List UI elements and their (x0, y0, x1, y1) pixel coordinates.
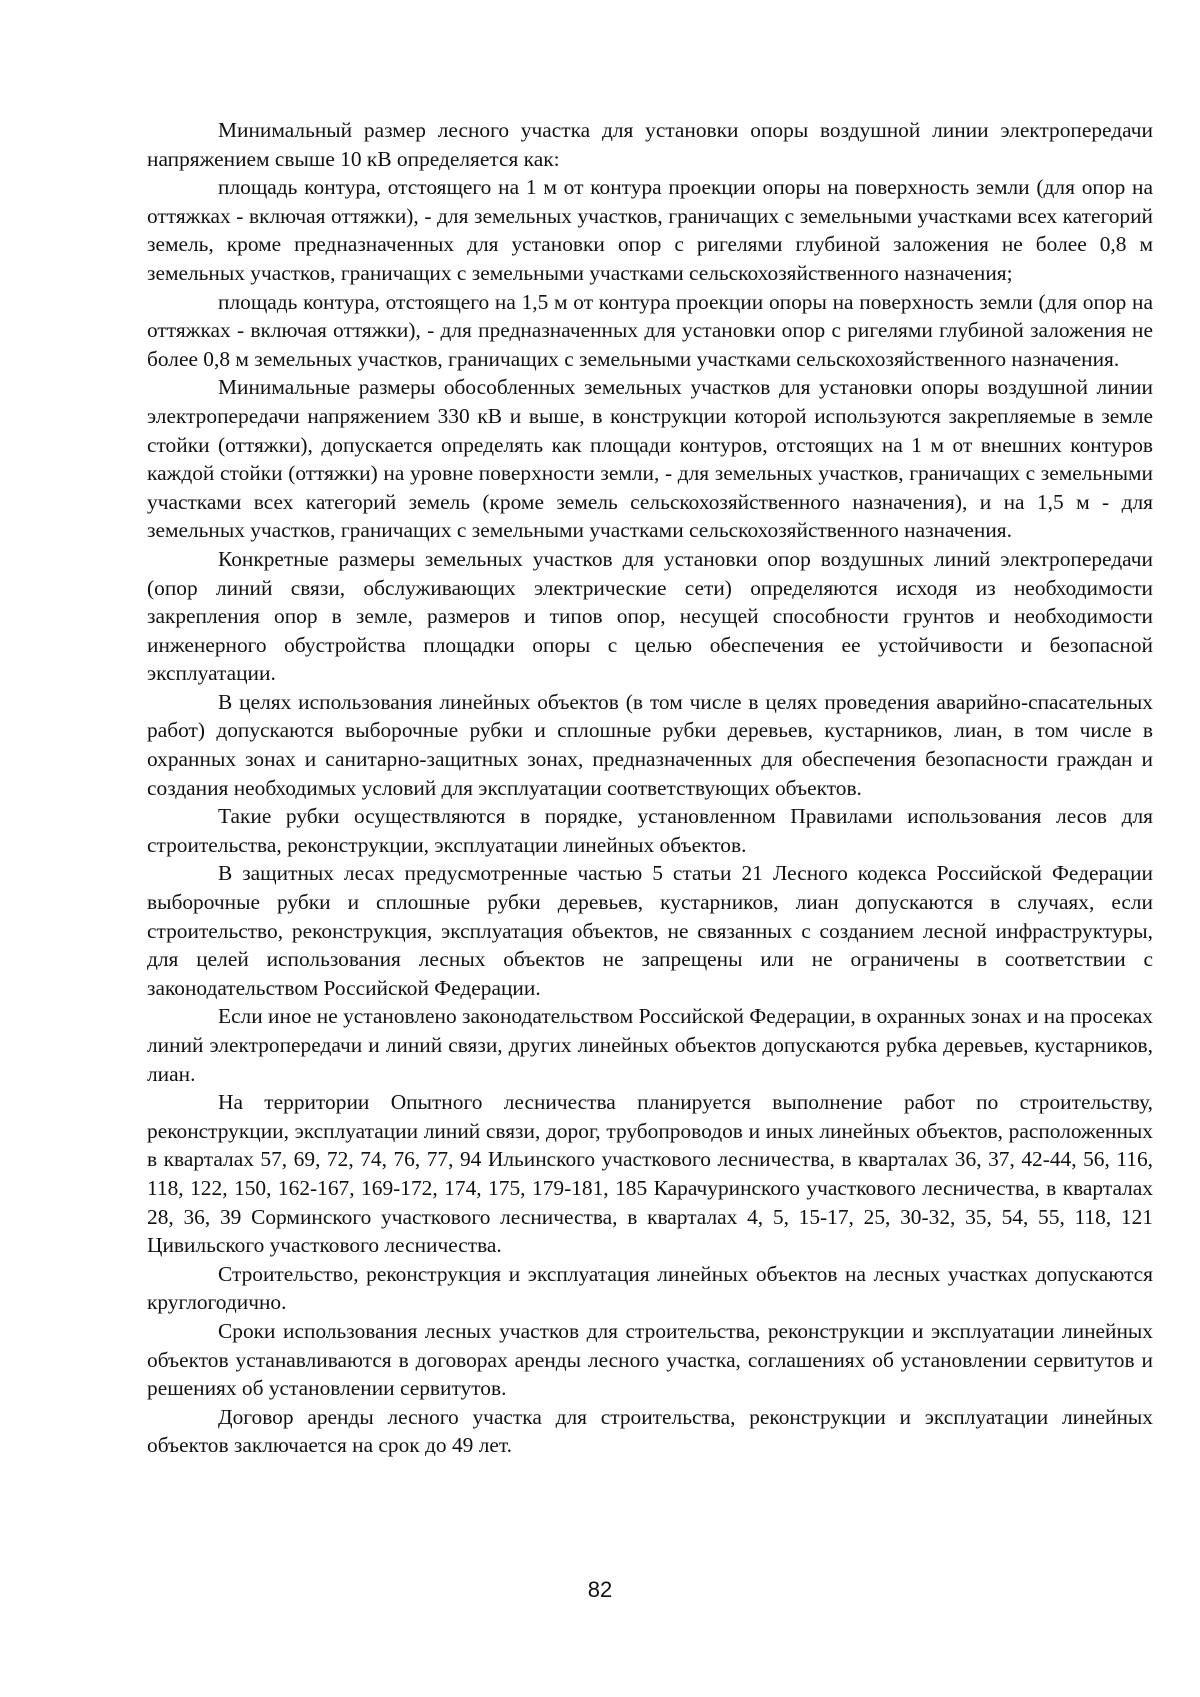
paragraph: Такие рубки осуществляются в порядке, установленном Правилами использования лесов для строительства, реконструкции, эксплуатации линейных объектов. (147, 804, 1153, 857)
paragraph: Минимальные размеры обособленных земельных участков для установки опоры воздушной линии электропередачи напряжением 330 кВ и выше, в конструкции которой используются закрепляемые в земле стойки (оттяжки), допускается определять как площади контуров, отстоящих на 1 м от внешних контуров каждой стойки (оттяжки) на уровне поверхности земли, - для земельных участков, граничащих с земельными участками всех категорий земель (кроме земель сельскохозяйственного назначения), и на 1,5 м - для земельных участков, граничащих с земельными участками сельскохозяйственного назначения. (147, 375, 1153, 543)
paragraph: Конкретные размеры земельных участков для установки опор воздушных линий электропередачи (опор линий связи, обслуживающих электрические сети) определяются исходя из необходимости закрепления опор в земле, размеров и типов опор, несущей способности грунтов и необходимости инженерного обустройства площадки опоры с целью обеспечения ее устойчивости и безопасной эксплуатации. (147, 546, 1153, 686)
paragraph: Если иное не установлено законодательством Российской Федерации, в охранных зонах и на просеках линий электропередачи и линий связи, других линейных объектов допускаются рубка деревьев, кустарников, лиан. (147, 1004, 1153, 1086)
paragraph: площадь контура, отстоящего на 1,5 м от контура проекции опоры на поверхность земли (для опор на оттяжках - включая оттяжки), - для предназначенных для установки опор с ригелями глубиной заложения не более 0,8 м земельных участков, граничащих с земельными участками сельскохозяйственного назначения. (147, 289, 1153, 371)
paragraph: В защитных лесах предусмотренные частью 5 статьи 21 Лесного кодекса Российской Федерации выборочные рубки и сплошные рубки деревьев, кустарников, лиан допускаются в случаях, если строительство, реконструкция, эксплуатация объектов, не связанных с созданием лесной инфраструктуры, для целей использования лесных объектов не запрещены или не ограничены в соответствии с законодательством Российской Федерации. (147, 861, 1153, 1000)
document-body (147, 116, 1153, 1460)
paragraph: В целях использования линейных объектов (в том числе в целях проведения аварийно-спасательных работ) допускаются выборочные рубки и сплошные рубки деревьев, кустарников, лиан, в том числе в охранных зонах и санитарно-защитных зонах, предназначенных для обеспечения безопасности граждан и создания необходимых условий для эксплуатации соответствующих объектов. (147, 689, 1153, 800)
page-number: 82 (587, 1577, 613, 1602)
paragraph: площадь контура, отстоящего на 1 м от контура проекции опоры на поверхность земли (для опор на оттяжках - включая оттяжки), - для земельных участков, граничащих с земельными участками всех категорий земель, кроме предназначенных для установки опор с ригелями глубиной заложения не более 0,8 м земельных участков, граничащих с земельными участками сельскохозяйственного назначения; (147, 175, 1153, 285)
paragraph: Сроки использования лесных участков для строительства, реконструкции и эксплуатации линейных объектов устанавливаются в договорах аренды лесного участка, соглашениях об установлении сервитутов и решениях об установлении сервитутов. (147, 1318, 1153, 1401)
paragraph: На территории Опытного лесничества планируется выполнение работ по строительству, реконструкции, эксплуатации линий связи, дорог, трубопроводов и иных линейных объектов, расположенных в кварталах 57, 69, 72, 74, 76, 77, 94 Ильинского участкового лесничества, в кварталах 36, 37, 42-44, 56, 116, 118, 122, 150, 162-167, 169-172, 174, 175, 179-181, 185 Карачуринского участкового лесничества, в кварталах 28, 36, 39 Сорминского участкового лесничества, в кварталах 4, 5, 15-17, 25, 30-32, 35, 54, 55, 118, 121 Цивильского участкового лесничества. (147, 1090, 1153, 1258)
paragraph: Строительство, реконструкция и эксплуатация линейных объектов на лесных участках допускаются круглогодично. (147, 1261, 1153, 1315)
paragraph: Договор аренды лесного участка для строительства, реконструкции и эксплуатации линейных объектов заключается на срок до 49 лет. (147, 1404, 1153, 1458)
paragraph: Минимальный размер лесного участка для установки опоры воздушной линии электропередачи напряжением свыше 10 кВ определяется как: (147, 118, 1153, 171)
